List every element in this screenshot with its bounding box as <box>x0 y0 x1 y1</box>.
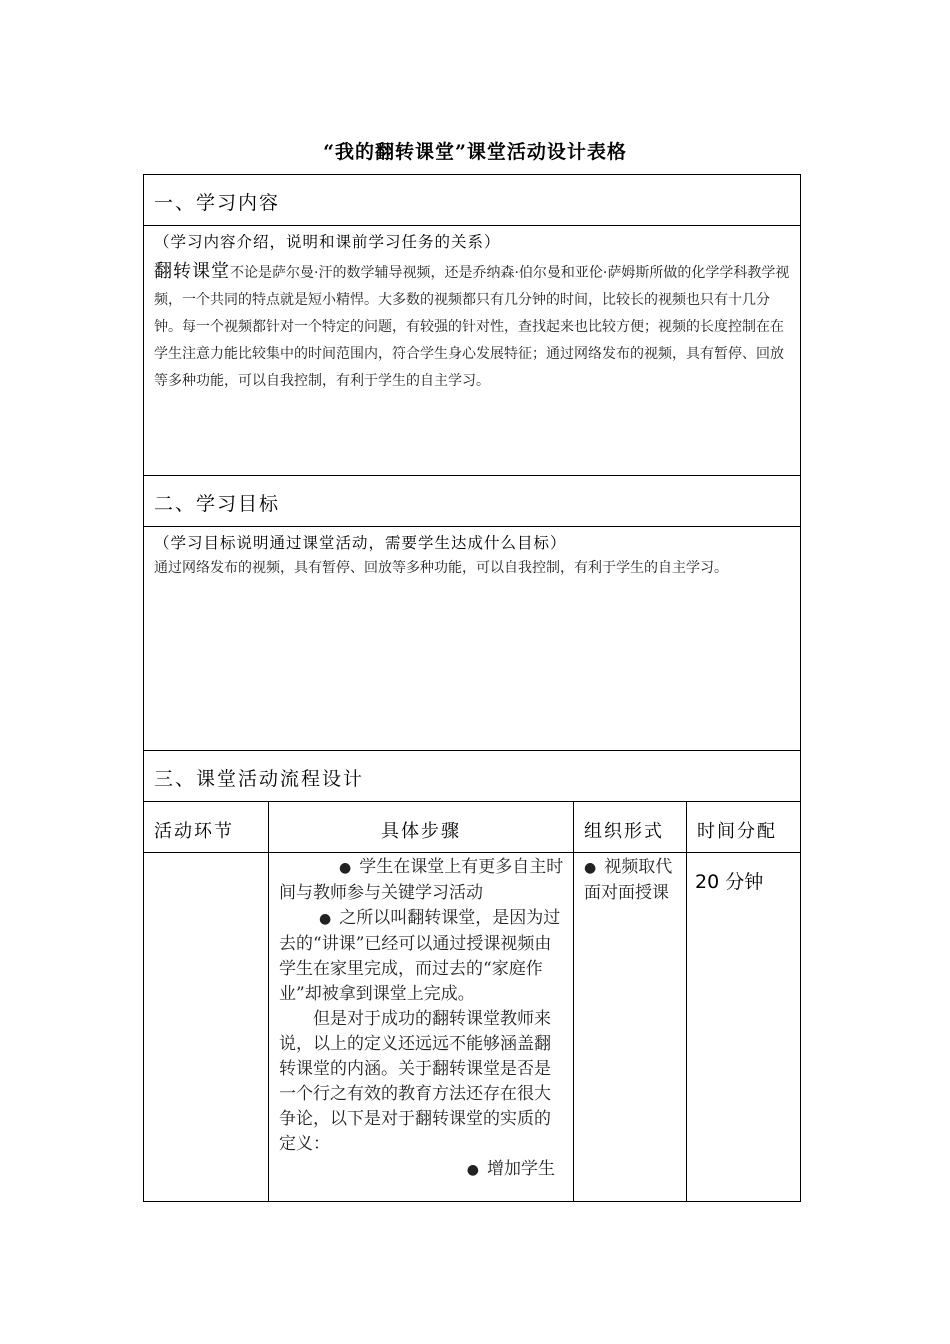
section1-paragraph <box>154 258 792 395</box>
activity-steps-cell <box>269 853 574 1202</box>
bullet-icon: ● <box>466 1162 479 1178</box>
section2-heading-row <box>144 476 801 527</box>
section3-heading-row <box>144 751 801 802</box>
step-item <box>279 1157 567 1183</box>
document-title: “我的翻转课堂”课堂活动设计表格 <box>323 141 627 163</box>
activity-organization-cell <box>574 853 687 1202</box>
section2-hint: （学习目标说明通过课堂活动，需要学生达成什么目标） <box>154 534 567 552</box>
section1-body <box>144 226 801 476</box>
step-text: 但是对于成功的翻转课堂教师来说，以上的定义还远远不能够涵盖翻转课堂的内涵。关于翻转课堂是否是一个行之有效的教育方法还存在很大争论，以下是对于翻转课堂的实质的定义： <box>279 1009 551 1154</box>
section2-text: 通过网络发布的视频，具有暂停、回放等多种功能，可以自我控制，有利于学生的自主学习。 <box>154 560 728 576</box>
organization-text: 视频取代面对面授课 <box>584 857 673 903</box>
section2-body-row <box>144 527 801 751</box>
bullet-icon: ● <box>339 860 352 876</box>
bullet-icon: ● <box>584 860 597 876</box>
section1-hint: （学习内容介绍，说明和课前学习任务的关系） <box>154 233 501 251</box>
column-header-row <box>144 802 801 853</box>
activity-row <box>144 853 801 1202</box>
section1-lead: 翻转课堂 <box>154 261 230 282</box>
section1-heading-row <box>144 175 801 226</box>
activity-time-cell: 20 分钟 <box>687 853 801 1202</box>
section2-heading: 二、学习目标 <box>144 476 801 527</box>
step-item <box>279 906 567 1007</box>
column-header-time: 时间分配 <box>687 802 801 853</box>
activity-design-table <box>143 174 801 1202</box>
column-header-organization: 组织形式 <box>574 802 687 853</box>
section3-heading: 三、课堂活动流程设计 <box>144 751 801 802</box>
step-text: 之所以叫翻转课堂，是因为过去的“讲课”已经可以通过授课视频由学生在家里完成，而过去的“家庭作业”却被拿到课堂上完成。 <box>279 908 561 1004</box>
activity-stage-cell <box>144 853 269 1202</box>
step-text: 学生在课堂上有更多自主时间与教师参与关键学习活动 <box>279 857 564 903</box>
step-text: 增加学生 <box>487 1159 555 1179</box>
section2-body <box>144 527 801 751</box>
step-item <box>279 855 567 906</box>
step-item <box>279 1007 567 1157</box>
column-header-steps: 具体步骤 <box>269 802 574 853</box>
column-header-stage: 活动环节 <box>144 802 269 853</box>
section1-text: 不论是萨尔曼·汗的数学辅导视频，还是乔纳森·伯尔曼和亚伦·萨姆斯所做的化学学科教学视频，一个共同的特点就是短小精悍。大多数的视频都只有几分钟的时间，比较长的视频也只有十几分钟。每一个视频都针对一个特定的问题，有较强的针对性，查找起来也比较方便；视频的长度控制在在学生注意力能比较集中的时间范围内，符合学生身心发展特征；通过网络发布的视频，具有暂停、回放等多种功能，可以自我控制，有利于学生的自主学习。 <box>154 265 790 389</box>
section1-body-row <box>144 226 801 476</box>
section1-heading: 一、学习内容 <box>144 175 801 226</box>
bullet-icon: ● <box>319 911 332 927</box>
